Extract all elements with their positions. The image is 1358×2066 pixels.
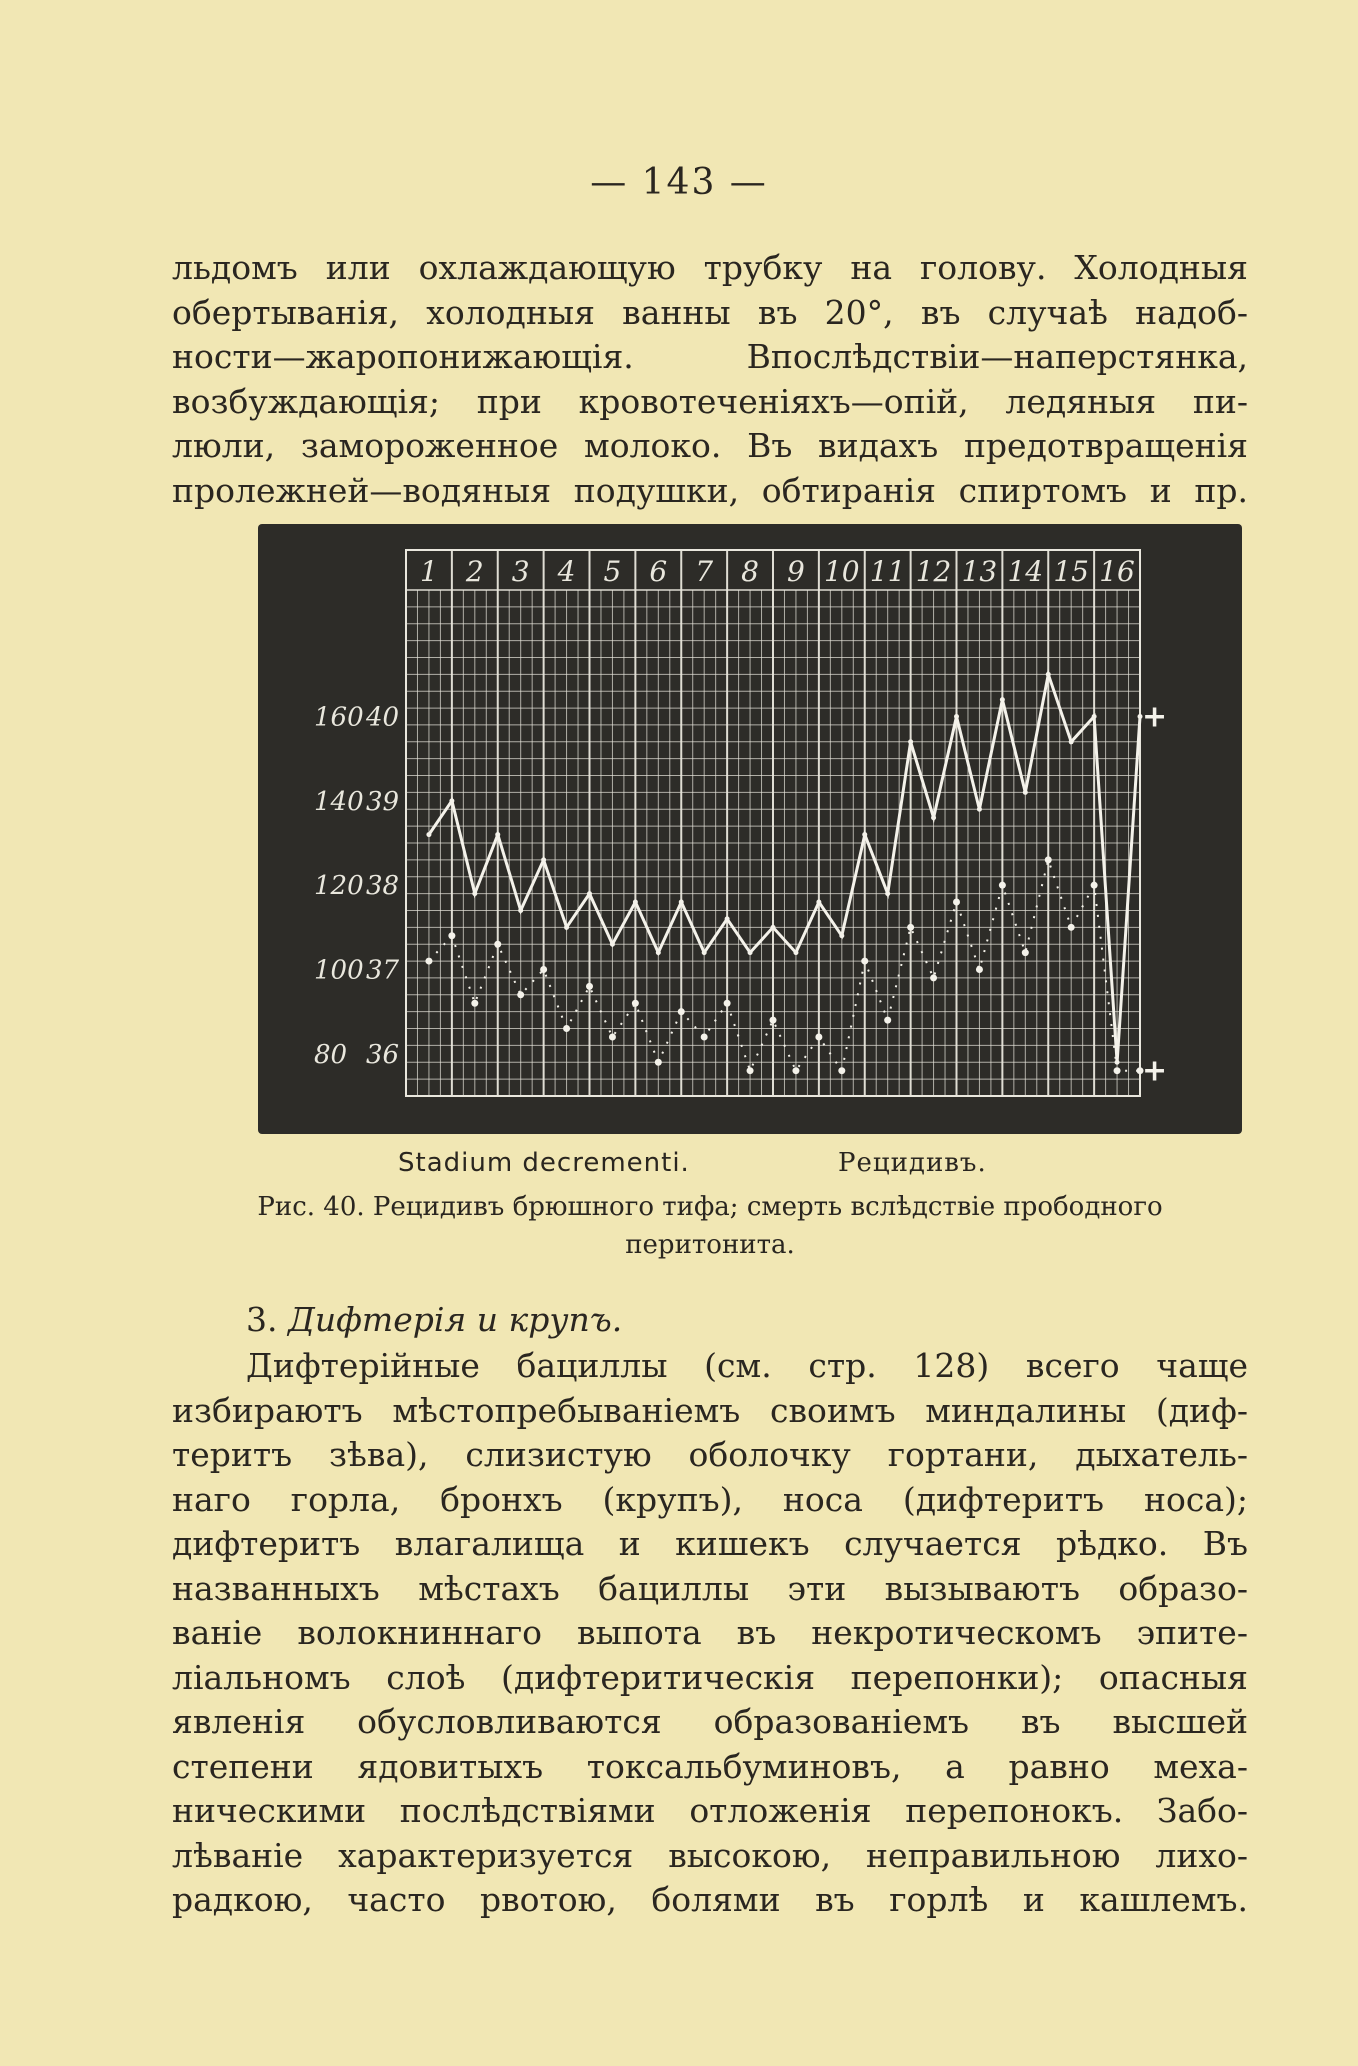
death-marker: + [1142,699,1168,735]
text-line: льдомъ или охлаждающую трубку на голову. Холодныя [172,248,1248,287]
data-point [656,950,661,955]
data-point [930,974,937,981]
data-point [632,1000,639,1007]
data-point [541,857,546,862]
text-line: ліальномъ слоѣ (дифтеритическія перепонки); опасныя [172,1657,1248,1697]
data-point [976,966,983,973]
temperature-tick-label: 39 [366,786,400,817]
section-heading [246,1300,622,1339]
data-point [907,924,914,931]
data-point [725,916,730,921]
pulse-tick-label: 100 [314,955,364,986]
page-number: — 143 — [590,162,768,203]
day-tick-label: 7 [695,555,714,588]
day-tick-label: 5 [603,555,622,588]
text-line: дифтеритъ влагалища и кишекъ случается рѣдко. Въ [172,1524,1248,1563]
data-point [1091,882,1098,889]
day-tick-label: 10 [823,555,860,588]
figure-caption [172,1188,1248,1264]
figure-label-stadium: Stadium decrementi. [398,1148,690,1178]
section-title: Дифтерія и крупъ. [288,1300,623,1339]
data-point [724,1000,731,1007]
data-point [953,899,960,906]
data-point [679,900,684,905]
data-point [839,933,844,938]
data-point [931,815,936,820]
pulse-tick-label: 120 [314,871,364,902]
data-point [861,958,868,965]
data-point [908,739,913,744]
paragraph-bottom [172,1344,1248,1923]
data-point [495,832,500,837]
day-tick-label: 8 [741,555,759,588]
text-line: пролежней—водяныя подушки, обтиранія спиртомъ и пр. [172,470,1248,510]
data-point [748,950,753,955]
death-marker: + [1142,1053,1168,1089]
data-point [609,1033,616,1040]
data-point [586,983,593,990]
data-point [678,1008,685,1015]
data-point [793,950,798,955]
day-tick-label: 3 [511,555,530,588]
day-tick-label: 15 [1053,555,1090,588]
figure-caption-line: перитонита. [625,1230,795,1260]
text-line: наго горла, бронхъ (крупъ), носа (дифтеритъ носа); [172,1479,1248,1519]
day-tick-label: 6 [649,555,668,588]
text-line: теритъ зѣва), слизистую оболочку гортани, дыхатель- [172,1435,1248,1474]
day-tick-label: 4 [557,555,576,588]
temperature-chart-figure [258,524,1242,1134]
data-point [472,891,477,896]
text-line: ности—жаропонижающія. Впослѣдствіи—наперстянка, [172,337,1248,376]
day-tick-label: 11 [869,555,906,588]
temperature-tick-label: 40 [366,702,400,733]
day-tick-label: 12 [915,555,952,588]
data-point [564,925,569,930]
day-tick-label: 16 [1099,555,1135,588]
data-point [471,1000,478,1007]
data-point [1114,1067,1121,1074]
data-point [885,891,890,896]
data-point [587,891,592,896]
text-line: ническими послѣдствіями отложенія перепонокъ. Забо- [172,1791,1248,1830]
data-point [655,1059,662,1066]
text-line: радкою, часто рвотою, болями въ горлѣ и кашлемъ. [172,1880,1248,1919]
day-tick-label: 1 [420,555,438,588]
text-line: ваніе волокниннаго выпота въ некротическомъ эпите- [172,1613,1248,1652]
data-point [426,832,431,837]
data-point [518,908,523,913]
pulse-tick-label: 80 [314,1039,348,1070]
data-point [862,832,867,837]
day-tick-label: 14 [1007,555,1044,588]
data-point [563,1025,570,1032]
data-point [1092,714,1097,719]
data-point [771,925,776,930]
data-point [977,807,982,812]
day-tick-label: 2 [465,555,484,588]
text-line: названныхъ мѣстахъ бациллы эти вызываютъ образо- [172,1568,1248,1608]
figure-label-relapse: Рецидивъ. [838,1148,987,1178]
data-point [517,991,524,998]
data-point [954,714,959,719]
text-line: обертыванія, холодныя ванны въ 20°, въ случаѣ надоб- [172,292,1248,332]
data-point [884,1017,891,1024]
temperature-chart [258,524,1242,1134]
data-point [1046,672,1051,677]
data-point [610,942,615,947]
data-point [792,1067,799,1074]
data-point [1069,739,1074,744]
data-point [815,1033,822,1040]
data-point [701,1033,708,1040]
figure-caption-line: Рис. 40. Рецидивъ брюшного тифа; смерть вслѣдствіе прободного [257,1192,1163,1222]
text-line: лѣваніе характеризуется высокою, неправильною лихо- [172,1835,1248,1875]
temperature-tick-label: 38 [366,871,400,902]
data-point [494,941,501,948]
data-point [816,900,821,905]
data-point [1115,1060,1120,1065]
text-line: возбуждающія; при кровотеченіяхъ—опій, ледяныя пи- [172,381,1248,421]
day-tick-label: 13 [961,555,998,588]
data-point [448,932,455,939]
data-point [747,1067,754,1074]
temperature-tick-label: 37 [366,955,400,986]
data-point [540,966,547,973]
data-point [770,1017,777,1024]
data-point [1045,856,1052,863]
data-point [1022,949,1029,956]
temperature-tick-label: 36 [366,1039,400,1070]
pulse-tick-label: 140 [314,786,364,817]
data-point [702,950,707,955]
data-point [999,882,1006,889]
data-point [449,798,454,803]
day-tick-label: 9 [787,555,805,588]
data-point [1000,697,1005,702]
text-line: избираютъ мѣстопребываніемъ своимъ миндалины (диф- [172,1390,1248,1430]
text-line: степени ядовитыхъ токсальбуминовъ, а равно меха- [172,1746,1248,1786]
data-point [633,900,638,905]
data-point [1023,790,1028,795]
text-line: люли, замороженное молоко. Въ видахъ предотвращенія [172,426,1248,465]
pulse-tick-label: 160 [314,702,364,733]
text-line: явленія обусловливаются образованіемъ въ высшей [172,1702,1248,1741]
data-point [425,958,432,965]
data-point [838,1067,845,1074]
section-number: 3. [246,1300,278,1339]
paragraph-top [172,246,1248,513]
data-point [1068,924,1075,931]
text-line: Дифтерійные бациллы (см. стр. 128) всего чаще [246,1346,1248,1385]
